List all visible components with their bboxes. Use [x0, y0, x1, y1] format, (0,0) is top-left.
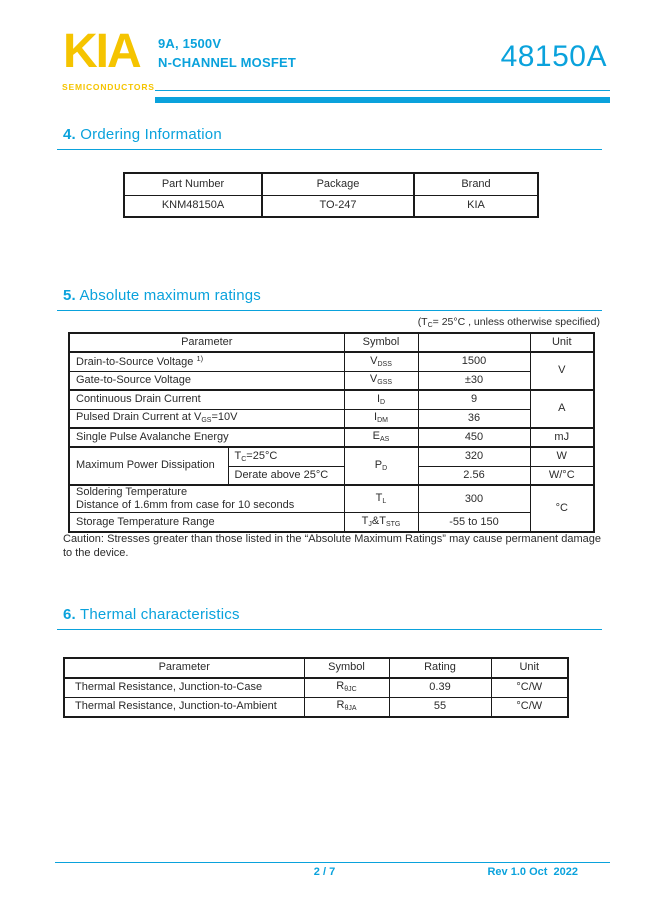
- cell-rating: -55 to 150: [418, 513, 530, 532]
- thermal-characteristics-table: [63, 657, 569, 718]
- cell-unit: W/°C: [530, 466, 594, 485]
- parameter-text: Drain-to-Source Voltage: [76, 356, 197, 369]
- symbol-base: P: [374, 458, 383, 471]
- symbol-sub: θJA: [344, 705, 357, 713]
- col-header-parameter: Parameter: [69, 333, 344, 352]
- cell-symbol: [344, 409, 418, 428]
- condition-rest: =25°C: [246, 449, 278, 462]
- caution-note: Caution: Stresses greater than those listed in the “Absolute Maximum Ratings” may cause permanent damage to the device.: [63, 533, 601, 559]
- ordering-table: [123, 172, 539, 218]
- cell-rating: 9: [418, 390, 530, 409]
- col-header-rating: Rating: [389, 658, 491, 678]
- table-row-tstg: [69, 513, 594, 532]
- col-header-unit: Unit: [530, 333, 594, 352]
- symbol-sub: GSS: [377, 379, 393, 387]
- cell-condition: Derate above 25°C: [228, 466, 344, 485]
- table-header-row: [64, 658, 568, 678]
- cell-rating: 2.56: [418, 466, 530, 485]
- section-title-text: Absolute maximum ratings: [79, 287, 262, 304]
- symbol-base: I: [374, 411, 378, 424]
- cell-rating: 0.39: [389, 678, 491, 698]
- section-number: 6.: [63, 606, 76, 623]
- footnote-ref: 1): [196, 354, 204, 364]
- section-title-text: Thermal characteristics: [80, 606, 240, 623]
- symbol-sub2: STG: [385, 520, 401, 528]
- symbol-base: T: [375, 491, 383, 504]
- col-header-symbol: Symbol: [344, 333, 418, 352]
- cell-symbol: [344, 352, 418, 371]
- brand-logo: KIA: [63, 25, 140, 78]
- cell-symbol: [344, 371, 418, 390]
- section-number: 5.: [63, 287, 76, 304]
- cell-parameter: Maximum Power Dissipation: [69, 447, 228, 485]
- cell-rating: 1500: [418, 352, 530, 371]
- col-header-part-number: Part Number: [124, 173, 262, 195]
- parameter-line2: Distance of 1.6mm from case for 10 seconds: [76, 499, 295, 512]
- revision-label: Rev 1.0 Oct 2022: [487, 866, 578, 878]
- cell-symbol: [304, 697, 389, 717]
- absolute-maximum-ratings-table: [68, 332, 595, 533]
- cell-symbol: [344, 390, 418, 409]
- condition-sub: C: [241, 455, 247, 463]
- col-header-brand: Brand: [414, 173, 538, 195]
- symbol-base: I: [376, 392, 380, 405]
- parameter-sub: GS: [201, 417, 212, 425]
- table-row-vgss: [69, 371, 594, 390]
- symbol-sub: DSS: [377, 360, 392, 368]
- symbol-sub: L: [382, 497, 387, 505]
- table-row-rja: [64, 697, 568, 717]
- page-number: 2 / 7: [313, 866, 336, 878]
- table-row-tl: [69, 485, 594, 513]
- symbol-sub: D: [382, 464, 388, 472]
- symbol-sub: θJC: [344, 686, 357, 694]
- condition-base: T: [234, 449, 242, 462]
- cell-unit: °C: [530, 485, 594, 532]
- symbol-sub: AS: [380, 436, 390, 444]
- symbol-sub: DM: [377, 417, 388, 425]
- table-row: [124, 195, 538, 217]
- cell-unit: °C/W: [491, 697, 568, 717]
- section-heading-thermal: [57, 606, 602, 630]
- cell-parameter: Thermal Resistance, Junction-to-Case: [64, 678, 304, 698]
- parameter-text-rest: =10V: [211, 411, 238, 424]
- cell-brand: KIA: [414, 195, 538, 217]
- cell-symbol: [304, 678, 389, 698]
- col-header-package: Package: [262, 173, 414, 195]
- cell-parameter: Gate-to-Source Voltage: [69, 371, 344, 390]
- test-condition-note: [57, 316, 600, 329]
- symbol-sub: D: [380, 398, 386, 406]
- cell-parameter: Storage Temperature Range: [69, 513, 344, 532]
- parameter-text: Pulsed Drain Current at V: [76, 411, 202, 424]
- brand-logo-subtitle: SEMICONDUCTORS: [62, 82, 155, 92]
- cell-rating: 450: [418, 428, 530, 447]
- table-row-eas: [69, 428, 594, 447]
- table-row-pd: [69, 447, 594, 466]
- symbol-base: R: [336, 699, 345, 712]
- cell-rating: 300: [418, 485, 530, 513]
- cell-symbol: [344, 485, 418, 513]
- symbol-base: R: [336, 680, 345, 693]
- cell-rating: ±30: [418, 371, 530, 390]
- cell-unit: °C/W: [491, 678, 568, 698]
- symbol-base2: &T: [371, 514, 386, 527]
- condition-sub: C: [427, 322, 433, 329]
- section-number: 4.: [63, 126, 76, 143]
- cell-parameter: [69, 352, 344, 371]
- table-header-row: [69, 333, 594, 352]
- device-spec-line2: N-CHANNEL MOSFET: [158, 55, 297, 70]
- symbol-base: E: [372, 430, 380, 443]
- col-header-symbol: Symbol: [304, 658, 389, 678]
- cell-parameter: Single Pulse Avalanche Energy: [69, 428, 344, 447]
- header-rule-thin: [155, 90, 610, 91]
- cell-parameter: [69, 409, 344, 428]
- cell-package: TO-247: [262, 195, 414, 217]
- cell-parameter: [69, 485, 344, 513]
- table-row-rjc: [64, 678, 568, 698]
- cell-unit: mJ: [530, 428, 594, 447]
- cell-symbol: [344, 428, 418, 447]
- col-header-rating: [418, 333, 530, 352]
- symbol-base: V: [370, 354, 378, 367]
- part-number-title: 48150A: [500, 40, 607, 73]
- cell-rating: 320: [418, 447, 530, 466]
- footer-rule: [55, 862, 610, 863]
- condition-text-rest: = 25°C , unless otherwise specified): [432, 316, 600, 328]
- header-rule-thick: [155, 97, 610, 103]
- symbol-base: T: [361, 514, 369, 527]
- cell-unit: W: [530, 447, 594, 466]
- table-row-idm: [69, 409, 594, 428]
- parameter-line1: Soldering Temperature: [76, 486, 188, 498]
- col-header-parameter: Parameter: [64, 658, 304, 678]
- cell-rating: 55: [389, 697, 491, 717]
- table-header-row: [124, 173, 538, 195]
- cell-condition: [228, 447, 344, 466]
- cell-symbol: [344, 513, 418, 532]
- symbol-base: V: [369, 373, 378, 386]
- cell-rating: 36: [418, 409, 530, 428]
- section-title-text: Ordering Information: [80, 126, 222, 143]
- cell-part-number: KNM48150A: [124, 195, 262, 217]
- table-row-id: [69, 390, 594, 409]
- cell-unit: A: [530, 390, 594, 428]
- device-spec: [158, 34, 296, 72]
- section-heading-ratings: [57, 287, 602, 311]
- col-header-unit: Unit: [491, 658, 568, 678]
- section-heading-ordering: [57, 126, 602, 150]
- cell-parameter: Thermal Resistance, Junction-to-Ambient: [64, 697, 304, 717]
- table-row-vdss: [69, 352, 594, 371]
- cell-unit: V: [530, 352, 594, 390]
- cell-parameter: Continuous Drain Current: [69, 390, 344, 409]
- cell-symbol: [344, 447, 418, 485]
- symbol-sub: J: [368, 520, 372, 528]
- device-spec-line1: 9A, 1500V: [158, 36, 222, 51]
- condition-text: (T: [417, 316, 428, 328]
